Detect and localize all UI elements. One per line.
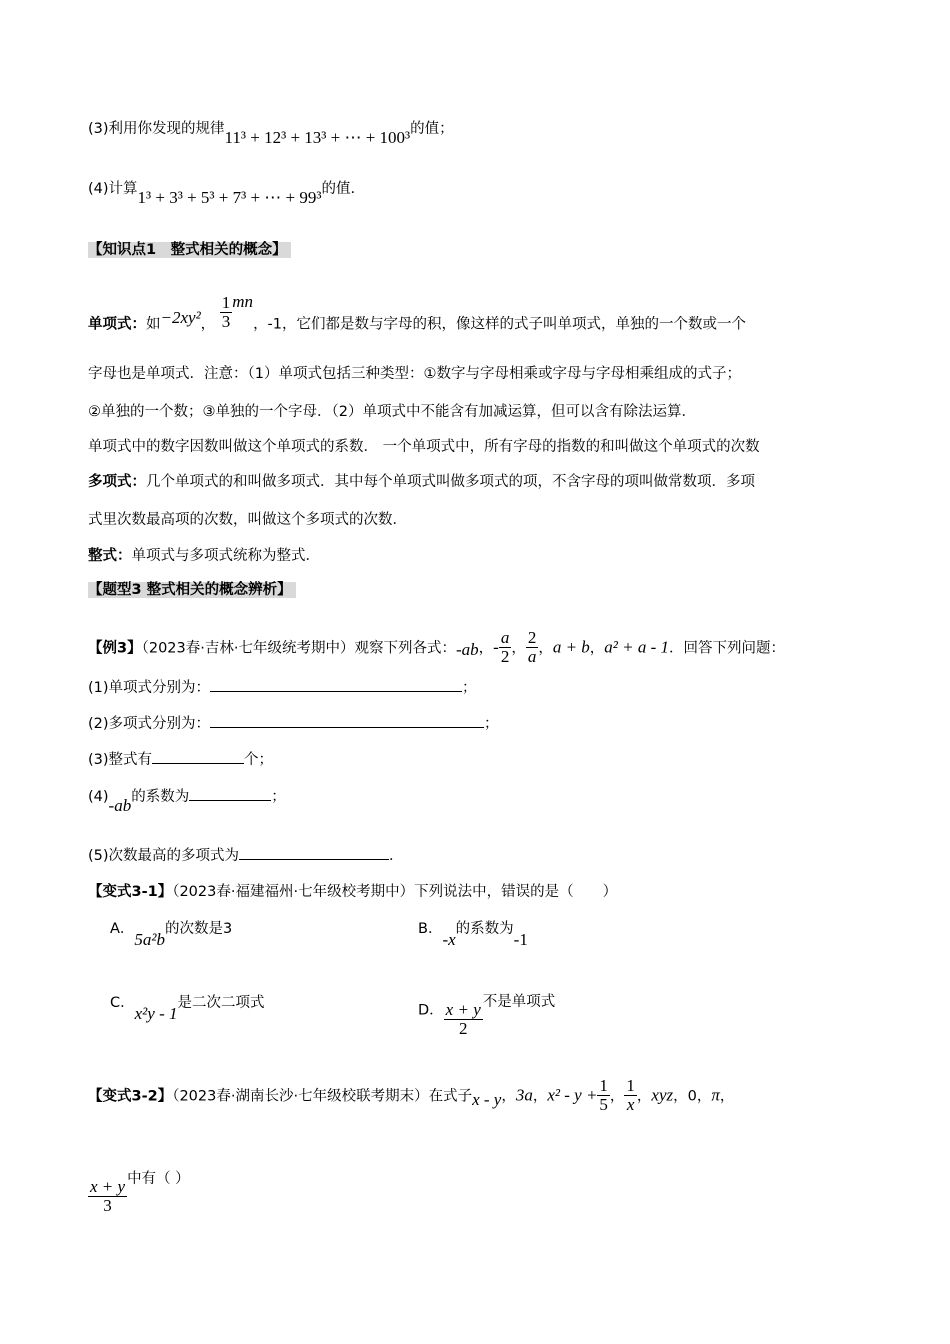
monomial-definition-line4: 单项式中的数字因数叫做这个单项式的系数． 一个单项式中，所有字母的指数的和叫做这个单项式的次数 (88, 439, 760, 455)
example-3-stem: 【例3】（2023春·吉林·七年级统考期中）观察下列各式：-ab，- $\frac{a}{2}$ ， $\frac{2}{a}$ ，a + b，a² + a - 1．回答下列问题： (88, 628, 786, 666)
answer-blank[interactable] (210, 677, 462, 692)
monomial-definition-line1: 单项式：如−2xy²， $\frac{1}{3}$ mn，-1，它们都是数与字母的积，像这样的式子叫单项式，单独的一个数或一个 (88, 291, 747, 333)
example-3-part-4: (4)-ab的系数为 ； (88, 786, 286, 807)
integral-definition: 整式：单项式与多项式统称为整式． (88, 548, 320, 564)
option-c[interactable]: C．x²y - 1是二次二项式 (110, 995, 265, 1023)
variant-3-2-tail: $\frac{x + y}{3}$ 中有（ ） (90, 1170, 190, 1215)
option-a[interactable]: A．5a²b的次数是3 (110, 921, 233, 949)
variant-3-1-stem: 【变式3-1】（2023春·福建福州·七年级校考期中）下列说法中，错误的是（ ） (88, 884, 618, 900)
option-d[interactable]: D． $\frac{x + y}{2}$ 不是单项式 (418, 993, 556, 1038)
knowledge-point-header: 【知识点1 整式相关的概念】 (88, 240, 291, 260)
example-monomial-1: −2xy² (160, 307, 201, 327)
polynomial-definition-line2: 式里次数最高项的次数，叫做这个多项式的次数． (88, 512, 407, 528)
answer-blank[interactable] (189, 786, 271, 801)
monomial-definition-line2: 字母也是单项式．注意：（1）单项式包括三种类型：①数字与字母相乘或字母与字母相乘组成的式子； (88, 366, 741, 382)
monomial-definition-line3: ②单独的一个数；③单独的一个字母．（2）单项式中不能含有加减运算，但可以含有除法运算． (88, 404, 696, 420)
variant-3-2-stem: 【变式3-2】（2023春·湖南长沙·七年级校联考期末）在式子x - y，3a，x² - y + $\frac{1}{5}$ ， $\frac{1}{x}$ ，xyz，0，π， (88, 1076, 735, 1114)
answer-blank[interactable] (210, 713, 484, 728)
q3-expression: 11³ + 12³ + 13³ + ⋯ + 100³ (224, 128, 411, 147)
q4-expression: 1³ + 3³ + 5³ + 7³ + ⋯ + 99³ (137, 188, 322, 207)
polynomial-definition-line1: 多项式：几个单项式的和叫做多项式．其中每个单项式叫做多项式的项，不含字母的项叫做常数项．多项 (88, 474, 755, 490)
answer-blank[interactable] (239, 845, 389, 860)
question-4: (4)计算1³ + 3³ + 5³ + 7³ + ⋯ + 99³的值. (88, 181, 356, 207)
example-fraction: $\frac{1}{3}$ (221, 293, 231, 331)
answer-blank[interactable] (152, 749, 244, 764)
question-type-header: 【题型3 整式相关的概念辨析】 (88, 580, 296, 600)
option-b[interactable]: B．-x的系数为-1 (418, 921, 528, 949)
example-3-part-3: (3)整式有 个； (88, 749, 273, 770)
example-3-part-2: (2)多项式分别为： ； (88, 713, 499, 734)
example-3-part-5: (5)次数最高的多项式为 ． (88, 845, 404, 866)
example-3-part-1: (1)单项式分别为： ； (88, 677, 477, 698)
question-3: (3)利用你发现的规律11³ + 12³ + 13³ + ⋯ + 100³的值； (88, 121, 454, 147)
